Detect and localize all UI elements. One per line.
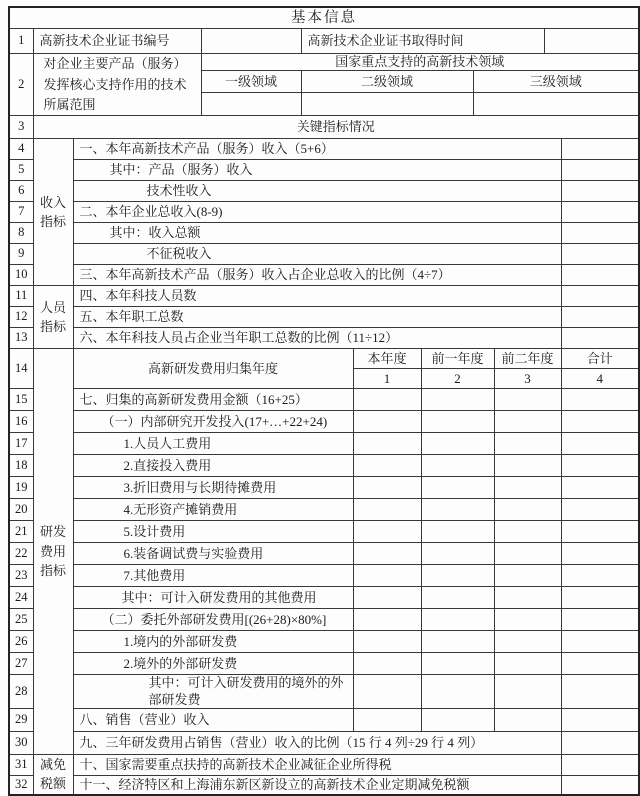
value-cell: [561, 389, 639, 411]
row-label: 六、本年科技人员占企业当年职工总数的比例（11÷12）: [73, 328, 561, 349]
key-indicators-header: 关键指标情况: [33, 116, 639, 139]
value-cell: [353, 499, 421, 521]
row-number: 19: [9, 477, 33, 499]
table-title: 基本信息: [9, 7, 639, 29]
row-label: 四、本年科技人员数: [73, 286, 561, 307]
col-header-prev-year-2: 前二年度: [494, 349, 561, 369]
row-label: 其中：可计入研发费用的境外的外部研发费: [73, 675, 353, 709]
row-number: 4: [9, 139, 33, 160]
category-personnel: 人员指标: [33, 286, 73, 349]
value-cell: [494, 631, 561, 653]
col-number: 4: [561, 369, 639, 389]
value-cell: [561, 565, 639, 587]
value-cell: [353, 609, 421, 631]
row-number: 11: [9, 286, 33, 307]
domain-level2-header: 二级领域: [301, 71, 473, 93]
value-cell: [421, 631, 494, 653]
value-cell: [494, 411, 561, 433]
value-cell: [353, 631, 421, 653]
row-number: 17: [9, 433, 33, 455]
value-cell: [561, 521, 639, 543]
value-cell: [561, 265, 639, 286]
value-cell: [353, 565, 421, 587]
value-cell: [561, 328, 639, 349]
col-number: 2: [421, 369, 494, 389]
col-header-current-year: 本年度: [353, 349, 421, 369]
row-number: 6: [9, 181, 33, 202]
col-header-prev-year-1: 前一年度: [421, 349, 494, 369]
value-cell: [561, 775, 639, 795]
value-cell: [561, 202, 639, 223]
value-cell: [494, 587, 561, 609]
value-cell: [353, 477, 421, 499]
value-cell: [353, 587, 421, 609]
row-number: 30: [9, 731, 33, 754]
row-number: 28: [9, 675, 33, 709]
row-number: 25: [9, 609, 33, 631]
value-cell: [561, 499, 639, 521]
row-label: 二、本年企业总收入(8-9): [73, 202, 561, 223]
value-cell: [421, 565, 494, 587]
value-cell: [421, 543, 494, 565]
row-label: 5.设计费用: [73, 521, 353, 543]
cert-date-value-cell: [544, 29, 639, 54]
value-cell: [353, 521, 421, 543]
value-cell: [561, 223, 639, 244]
col-header-total: 合计: [561, 349, 639, 369]
row-number: 10: [9, 265, 33, 286]
value-cell: [494, 543, 561, 565]
value-cell: [561, 731, 639, 754]
row-label: （一）内部研究开发投入(17+…+22+24): [73, 411, 353, 433]
value-cell: [494, 499, 561, 521]
value-cell: [561, 587, 639, 609]
value-cell: [561, 754, 639, 775]
row-label: 1.境内的外部研发费: [73, 631, 353, 653]
row-number: 29: [9, 708, 33, 731]
value-cell: [421, 587, 494, 609]
value-cell: [561, 433, 639, 455]
row-label: 其中：可计入研发费用的其他费用: [73, 587, 353, 609]
row-number: 15: [9, 389, 33, 411]
row-label: 其中：产品（服务）收入: [73, 160, 561, 181]
value-cell: [353, 543, 421, 565]
value-cell: [561, 244, 639, 265]
row-number: 20: [9, 499, 33, 521]
row-number: 12: [9, 307, 33, 328]
value-cell: [353, 455, 421, 477]
value-cell: [561, 708, 639, 731]
row-number: 27: [9, 653, 33, 675]
value-cell: [353, 411, 421, 433]
value-cell: [561, 160, 639, 181]
value-cell: [561, 675, 639, 709]
value-cell: [561, 543, 639, 565]
value-cell: [494, 521, 561, 543]
domain-level3-header: 三级领域: [473, 71, 639, 93]
tech-scope-label: 对企业主要产品（服务）发挥核心支持作用的技术所属范围: [33, 54, 201, 116]
row-label: 十一、经济特区和上海浦东新区新设立的高新技术企业定期减免税额: [73, 775, 561, 795]
value-cell: [561, 411, 639, 433]
row-number: 16: [9, 411, 33, 433]
row-number: 5: [9, 160, 33, 181]
value-cell: [421, 411, 494, 433]
value-cell: [421, 455, 494, 477]
row-label: 2.境外的外部研发费: [73, 653, 353, 675]
col-number: 1: [353, 369, 421, 389]
value-cell: [353, 708, 421, 731]
row-number: 31: [9, 754, 33, 775]
row-label: 八、销售（营业）收入: [73, 708, 353, 731]
row-label: （二）委托外部研发费用[(26+28)×80%]: [73, 609, 353, 631]
row-number: 7: [9, 202, 33, 223]
domain-level2-value-cell: [301, 93, 473, 116]
domain-level1-value-cell: [201, 93, 301, 116]
row-label: 7.其他费用: [73, 565, 353, 587]
cert-number-label: 高新技术企业证书编号: [33, 29, 201, 54]
form-sheet: [8, 6, 640, 796]
value-cell: [561, 653, 639, 675]
value-cell: [494, 565, 561, 587]
row-label: 技术性收入: [73, 181, 561, 202]
value-cell: [561, 609, 639, 631]
value-cell: [561, 631, 639, 653]
row-number: 32: [9, 775, 33, 795]
category-rnd: 研发费用指标: [33, 349, 73, 755]
value-cell: [421, 477, 494, 499]
value-cell: [421, 499, 494, 521]
value-cell: [561, 455, 639, 477]
row-label: 2.直接投入费用: [73, 455, 353, 477]
domain-level1-header: 一级领域: [201, 71, 301, 93]
row-number: 2: [9, 54, 33, 116]
hnte-basic-info-table: [8, 6, 640, 796]
row-label: 五、本年职工总数: [73, 307, 561, 328]
domain-level3-value-cell: [473, 93, 639, 116]
row-number: 24: [9, 587, 33, 609]
row-label: 6.装备调试费与实验费用: [73, 543, 353, 565]
value-cell: [421, 653, 494, 675]
value-cell: [494, 389, 561, 411]
value-cell: [353, 389, 421, 411]
category-income: 收入指标: [33, 139, 73, 286]
value-cell: [494, 433, 561, 455]
row-label: 其中：收入总额: [73, 223, 561, 244]
value-cell: [421, 675, 494, 709]
row-number: 1: [9, 29, 33, 54]
row-label: 不征税收入: [73, 244, 561, 265]
row-number: 23: [9, 565, 33, 587]
value-cell: [561, 139, 639, 160]
value-cell: [561, 477, 639, 499]
row-number: 26: [9, 631, 33, 653]
row-label: 4.无形资产摊销费用: [73, 499, 353, 521]
row-label: 1.人员人工费用: [73, 433, 353, 455]
domain-header: 国家重点支持的高新技术领域: [201, 54, 639, 71]
value-cell: [421, 433, 494, 455]
value-cell: [494, 609, 561, 631]
value-cell: [494, 675, 561, 709]
row-label: 3.折旧费用与长期待摊费用: [73, 477, 353, 499]
row-number: 13: [9, 328, 33, 349]
row-number: 21: [9, 521, 33, 543]
value-cell: [421, 521, 494, 543]
value-cell: [353, 653, 421, 675]
row-number: 9: [9, 244, 33, 265]
value-cell: [421, 609, 494, 631]
cert-number-value-cell: [201, 29, 301, 54]
category-tax: 减免税额: [33, 754, 73, 795]
value-cell: [494, 477, 561, 499]
value-cell: [494, 708, 561, 731]
cert-date-label: 高新技术企业证书取得时间: [301, 29, 544, 54]
value-cell: [421, 389, 494, 411]
row-number: 3: [9, 116, 33, 139]
value-cell: [494, 455, 561, 477]
row-label: 三、本年高新技术产品（服务）收入占企业总收入的比例（4÷7）: [73, 265, 561, 286]
value-cell: [353, 675, 421, 709]
value-cell: [353, 433, 421, 455]
value-cell: [561, 286, 639, 307]
value-cell: [561, 307, 639, 328]
value-cell: [421, 708, 494, 731]
row-label: 七、归集的高新研发费用金额（16+25）: [73, 389, 353, 411]
row-number: 8: [9, 223, 33, 244]
col-number: 3: [494, 369, 561, 389]
row-label: 十、国家需要重点扶持的高新技术企业减征企业所得税: [73, 754, 561, 775]
row-number: 14: [9, 349, 33, 389]
value-cell: [494, 653, 561, 675]
rnd-year-label: 高新研发费用归集年度: [73, 349, 353, 389]
row-label: 一、本年高新技术产品（服务）收入（5+6）: [73, 139, 561, 160]
row-number: 18: [9, 455, 33, 477]
value-cell: [561, 181, 639, 202]
row-label: 九、三年研发费用占销售（营业）收入的比例（15 行 4 列÷29 行 4 列）: [73, 731, 561, 754]
row-number: 22: [9, 543, 33, 565]
